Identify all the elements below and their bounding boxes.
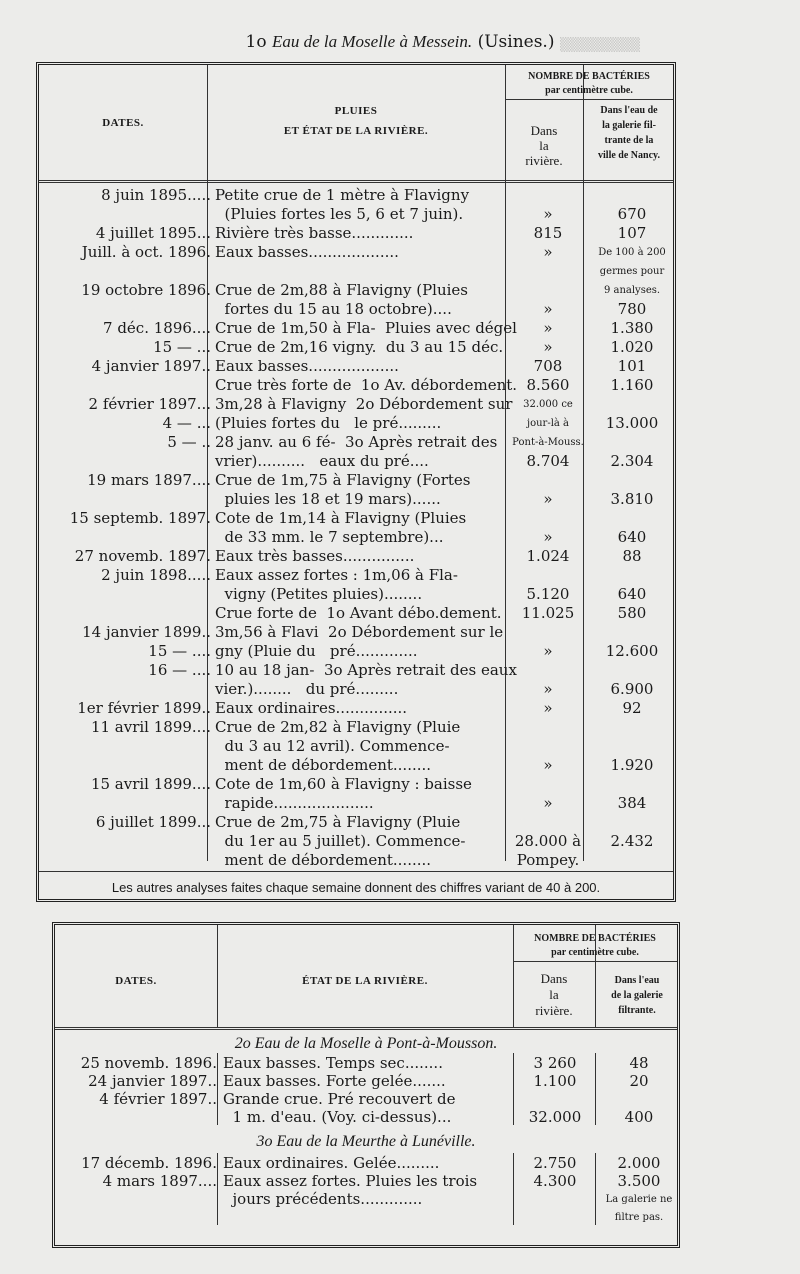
state-cell: Cote de 1m,60 à Flavigny : baisse [215,775,472,793]
gallery-count-cell: 670 [617,205,647,223]
gallery-count-cell: 384 [617,794,647,812]
date-cell: 14 janvier 1899.. [82,623,211,641]
gallery-count-cell: 1.920 [610,756,654,774]
header-etat: ÉTAT DE LA RIVIÈRE. [302,975,428,987]
state-cell: fortes du 15 au 18 octobre).... [215,300,452,318]
header-nombre-2: par centimètre cube. [551,947,639,958]
river-count-cell: » [543,642,553,660]
state-cell: 3m,28 à Flavigny 2o Débordement sur [215,395,513,413]
header-dates: DATES. [115,975,157,987]
date-cell: 4 juillet 1895... [95,224,211,242]
state-cell: vier.)........ du pré......... [215,680,399,698]
table-footnote: Les autres analyses faites chaque semaine donnent des chiffres variant de 40 à 200. [111,880,601,895]
page-caption [0,32,800,52]
date-cell: 15 septemb. 1897. [69,509,211,527]
gallery-count-cell: 107 [617,224,647,242]
river-count-cell: 32.000 [528,1108,582,1126]
state-cell: rapide..................... [215,794,374,812]
gallery-count-cell: 13.000 [605,414,659,432]
header-dans-1: Dans [530,123,558,138]
state-cell: Eaux basses. Temps sec........ [223,1054,443,1072]
header-galerie-3: trante de la [604,135,654,146]
date-cell: 19 octobre 1896. [81,281,211,299]
state-cell: (Pluies fortes du le pré......... [215,414,442,432]
gallery-count-cell: 640 [617,528,647,546]
state-cell: Crue de 2m,16 vigny. du 3 au 15 déc. [215,338,504,356]
header-nombre-1: NOMBRE DE BACTÉRIES [534,933,656,944]
gallery-count-cell: 2.000 [617,1154,661,1172]
date-cell: 24 janvier 1897.. [88,1072,217,1090]
date-cell: 27 novemb. 1897. [74,547,211,565]
gallery-count-cell: De 100 à 200 [598,247,666,258]
header-pluies-2: ET ÉTAT DE LA RIVIÈRE. [283,125,429,137]
river-count-cell: 2.750 [533,1154,577,1172]
river-count-cell: 708 [533,357,563,375]
river-count-cell: Pompey. [516,851,580,869]
gallery-count-cell: 6.900 [610,680,654,698]
state-cell: gny (Pluie du pré............. [215,642,418,660]
river-count-cell: » [543,680,553,698]
river-count-cell: » [543,490,553,508]
header-galerie-4: ville de Nancy. [598,150,660,161]
gallery-count-cell: filtre pas. [614,1212,664,1223]
bleed-through-text: ▒▒▒▒▒▒▒▒ [560,38,640,53]
river-count-cell: » [543,528,553,546]
state-cell: 1 m. d'eau. (Voy. ci-dessus)... [223,1108,452,1126]
state-cell: Crue de 2m,88 à Flavigny (Pluies [215,281,469,299]
state-cell: Crue forte de 1o Avant débo.dement. [215,604,502,622]
date-cell: 7 déc. 1896.... [103,319,211,337]
river-count-cell: 32.000 ce [523,399,573,410]
state-cell: Cote de 1m,14 à Flavigny (Pluies [215,509,467,527]
header-galerie-1: Dans l'eau de [600,105,658,116]
river-count-cell: 815 [533,224,563,242]
state-cell: 10 au 18 jan- 3o Après retrait des eaux [215,661,517,679]
header-galerie-2: la galerie fil- [602,120,656,131]
header-dans-2: la [549,987,559,1002]
state-cell: 3m,56 à Flavi 2o Débordement sur le [215,623,504,641]
state-cell: du 3 au 12 avril). Commence- [215,737,450,755]
river-count-cell: » [543,756,553,774]
gallery-count-cell: 2.304 [610,452,654,470]
river-count-cell: » [543,205,553,223]
header-dans-1: Dans [540,971,568,986]
section-title-luneville: 3o Eau de la Meurthe à Lunéville. [256,1133,476,1150]
header-galerie-3: filtrante. [618,1005,656,1016]
date-cell: Juill. à oct. 1896. [81,243,211,261]
header-dans-3: rivière. [525,153,563,168]
caption-number: 1o [245,32,267,52]
date-cell: 2 juin 1898..... [101,566,211,584]
gallery-count-cell: 1.380 [610,319,654,337]
river-count-cell: 1.100 [533,1072,577,1090]
date-cell: 15 — ... [153,338,211,356]
header-pluies-1: PLUIES [334,105,378,117]
gallery-count-cell: 9 analyses. [603,285,661,296]
gallery-count-cell: 580 [617,604,647,622]
state-cell: Crue de 1m,50 à Fla- Pluies avec dégel [215,319,517,337]
gallery-count-cell: 3.500 [617,1172,661,1190]
header-nombre-2: par centimètre cube. [545,85,633,96]
state-cell: Eaux basses................... [215,357,399,375]
river-count-cell: » [543,300,553,318]
section-title-pont-a-mousson: 2o Eau de la Moselle à Pont-à-Mousson. [234,1035,498,1052]
date-cell: 8 juin 1895..... [101,186,211,204]
river-count-cell: » [543,794,553,812]
gallery-count-cell: 400 [624,1108,654,1126]
gallery-count-cell: 780 [617,300,647,318]
river-count-cell: » [543,243,553,261]
river-count-cell: Pont-à-Mouss. [512,437,584,448]
gallery-count-cell: 88 [622,547,642,565]
date-cell: 17 décemb. 1896. [81,1154,217,1172]
gallery-count-cell: 640 [617,585,647,603]
date-cell: 11 avril 1899.... [90,718,211,736]
state-cell: Eaux assez fortes : 1m,06 à Fla- [215,566,458,584]
date-cell: 4 février 1897.. [99,1090,217,1108]
gallery-count-cell: 1.020 [610,338,654,356]
state-cell: Grande crue. Pré recouvert de [223,1090,456,1108]
state-cell: (Pluies fortes les 5, 6 et 7 juin). [215,205,464,223]
river-count-cell: 8.704 [526,452,570,470]
state-cell: Eaux assez fortes. Pluies les trois [223,1172,478,1190]
state-cell: Eaux ordinaires............... [215,699,408,717]
gallery-count-cell: 12.600 [605,642,659,660]
river-count-cell: 11.025 [521,604,575,622]
state-cell: Eaux très basses............... [215,547,415,565]
river-count-cell: » [543,699,553,717]
river-count-cell: 8.560 [526,376,570,394]
gallery-count-cell: 2.432 [610,832,654,850]
date-cell: 6 juillet 1899... [95,813,211,831]
gallery-count-cell: 48 [629,1054,649,1072]
header-dates: DATES. [102,117,144,129]
river-count-cell: 5.120 [526,585,570,603]
date-cell: 4 janvier 1897.. [91,357,211,375]
state-cell: vrier).......... eaux du pré.... [215,452,429,470]
state-cell: Eaux basses................... [215,243,399,261]
state-cell: Eaux ordinaires. Gelée......... [223,1154,440,1172]
gallery-count-cell: La galerie ne [605,1194,673,1205]
date-cell: 19 mars 1897.... [87,471,211,489]
river-count-cell: jour-là à [526,418,570,429]
date-cell: 15 — .... [148,642,211,660]
state-cell: Eaux basses. Forte gelée....... [223,1072,446,1090]
caption-title: Eau de la Moselle à Messein. [271,32,473,51]
river-count-cell: 3 260 [533,1054,577,1072]
state-cell: ment de débordement........ [215,851,432,869]
bacteria-table-pont-luneville [52,922,680,1248]
date-cell: 2 février 1897... [88,395,211,413]
state-cell: ment de débordement........ [215,756,432,774]
river-count-cell: 1.024 [526,547,570,565]
date-cell: 4 — ... [162,414,211,432]
date-cell: 4 mars 1897.... [102,1172,217,1190]
state-cell: Crue de 1m,75 à Flavigny (Fortes [215,471,471,489]
gallery-count-cell: 92 [622,699,642,717]
state-cell: Rivière très basse............. [215,224,414,242]
state-cell: Crue de 2m,75 à Flavigny (Pluie [215,813,461,831]
date-cell: 25 novemb. 1896. [80,1054,217,1072]
gallery-count-cell: 20 [629,1072,649,1090]
state-cell: 28 janv. au 6 fé- 3o Après retrait des [215,433,498,451]
header-galerie-1: Dans l'eau [614,975,660,986]
river-count-cell: » [543,338,553,356]
bacteria-table-messein [36,62,676,902]
header-dans-2: la [539,138,549,153]
gallery-count-cell: germes pour [599,266,665,277]
date-cell: 5 — .. [167,433,211,451]
header-dans-3: rivière. [535,1003,573,1018]
state-cell: Crue très forte de 1o Av. débordement. [215,376,518,394]
gallery-count-cell: 101 [617,357,647,375]
header-galerie-2: de la galerie [611,990,663,1001]
gallery-count-cell: 3.810 [610,490,654,508]
date-cell: 1er février 1899.. [77,699,211,717]
state-cell: Petite crue de 1 mètre à Flavigny [215,186,470,204]
date-cell: 15 avril 1899.... [90,775,211,793]
state-cell: du 1er au 5 juillet). Commence- [215,832,466,850]
river-count-cell: 4.300 [533,1172,577,1190]
river-count-cell: 28.000 à [514,832,582,850]
state-cell: vigny (Petites pluies)........ [215,585,423,603]
state-cell: Crue de 2m,82 à Flavigny (Pluie [215,718,461,736]
river-count-cell: » [543,319,553,337]
header-nombre-1: NOMBRE DE BACTÉRIES [528,71,650,82]
date-cell: 16 — .... [148,661,211,679]
gallery-count-cell: 1.160 [610,376,654,394]
state-cell: pluies les 18 et 19 mars)...... [215,490,441,508]
state-cell: jours précédents............. [223,1190,423,1208]
state-cell: de 33 mm. le 7 septembre)... [215,528,444,546]
caption-paren: (Usines.) [477,32,555,52]
